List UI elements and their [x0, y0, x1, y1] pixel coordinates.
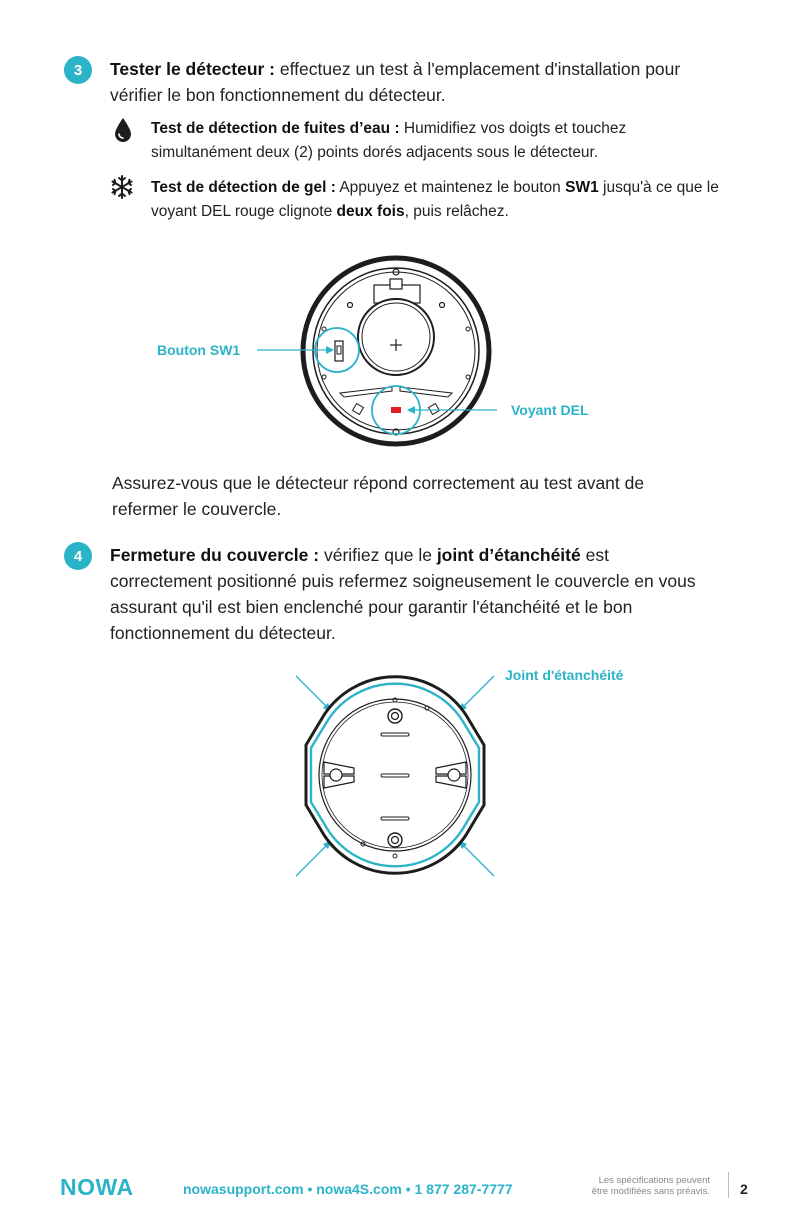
callout-seal: Joint d'étanchéité	[505, 667, 624, 683]
freeze-test-text-b: jusqu'à ce que le voyant DEL rouge clignote	[151, 179, 719, 220]
step-3-title: Tester le détecteur :	[110, 59, 276, 79]
water-test-title: Test de détection de fuites d’eau :	[151, 120, 400, 137]
footer-disclaimer	[550, 1175, 710, 1197]
footer-contacts[interactable]: nowasupport.com • nowa4S.com • 1 877 287-7777	[183, 1181, 513, 1197]
freeze-test-twice: deux fois	[336, 203, 405, 220]
footer-divider	[728, 1172, 729, 1198]
step-4-paragraph	[110, 542, 710, 646]
nowa-logo: NOWA	[60, 1174, 134, 1200]
footer-disclaimer-line1: Les spécifications peuvent	[598, 1175, 710, 1186]
freeze-test-text-c: , puis relâchez.	[404, 203, 509, 220]
step-3-badge: 3	[64, 56, 92, 84]
callout-button-sw1: Bouton SW1	[157, 342, 241, 358]
step-4-text-b: est correctement positionné puis refermez soigneusement le couvercle en vous assurant qu'il est bien enclenché pour garantir l'étanchéité et le bon fonctionnement du détecteur.	[110, 545, 696, 643]
footer-disclaimer-line2: être modifiées sans préavis.	[591, 1186, 710, 1197]
freeze-test-sw1: SW1	[565, 179, 599, 196]
callout-lines-step3	[0, 0, 792, 500]
step-4-title: Fermeture du couvercle :	[110, 545, 320, 565]
step-3-note: Assurez-vous que le détecteur répond correctement au test avant de refermer le couvercle.	[112, 473, 645, 519]
page-number: 2	[740, 1181, 748, 1197]
step-4-seal: joint d’étanchéité	[436, 545, 581, 565]
step-3-text: effectuez un test à l'emplacement d'installation pour vérifier le bon fonctionnement du détecteur.	[110, 59, 681, 105]
step-4-text-a: vérifiez que le	[319, 545, 437, 565]
callout-led: Voyant DEL	[511, 402, 589, 418]
freeze-test-text-a: Appuyez et maintenez le bouton	[335, 179, 566, 196]
step-4-badge: 4	[64, 542, 92, 570]
freeze-test-title: Test de détection de gel :	[151, 179, 336, 196]
cover-lid-diagram	[294, 670, 498, 880]
water-test-text: Humidifiez vos doigts et touchez simultanément deux (2) points dorés adjacents sous le détecteur.	[151, 120, 627, 161]
